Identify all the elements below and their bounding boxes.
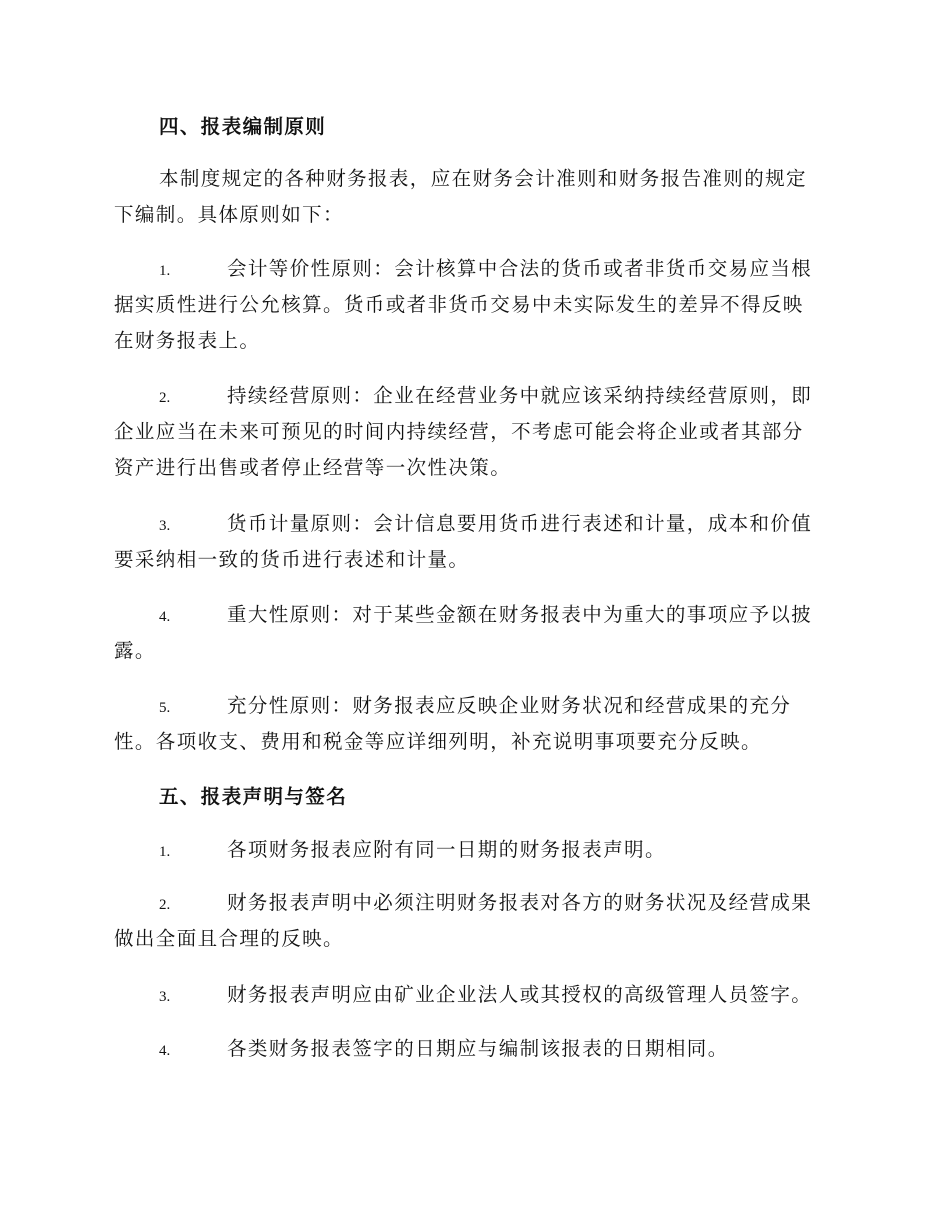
item-line: 性。各项收支、费用和税金等应详细列明，补充说明事项要充分反映。 [114, 730, 762, 753]
item-line: 要采纳相一致的货币进行表述和计量。 [114, 548, 470, 571]
item-line: 财务报表声明应由矿业企业法人或其授权的高级管理人员签字。 [227, 983, 813, 1006]
principle-item-4 [114, 597, 834, 669]
section-4-heading: 四、报表编制原则 [159, 115, 327, 138]
item-line: 重大性原则：对于某些金额在财务报表中为重大的事项应予以披 [227, 603, 813, 626]
statement-item-1 [114, 832, 834, 868]
item-number: 2. [159, 897, 171, 913]
item-line: 在财务报表上。 [114, 329, 261, 352]
principle-item-5 [114, 688, 834, 760]
statement-item-2 [114, 885, 834, 957]
item-line: 财务报表声明中必须注明财务报表对各方的财务状况及经营成果 [227, 891, 813, 914]
statement-item-3 [114, 977, 834, 1013]
item-line: 做出全面且合理的反映。 [114, 927, 344, 950]
item-line: 持续经营原则：企业在经营业务中就应该采纳持续经营原则，即 [227, 384, 813, 407]
section-5-heading: 五、报表声明与签名 [159, 785, 348, 808]
item-line: 充分性原则：财务报表应反映企业财务状况和经营成果的充分 [227, 694, 792, 717]
item-line: 各类财务报表签字的日期应与编制该报表的日期相同。 [227, 1037, 729, 1060]
intro-line: 本制度规定的各种财务报表，应在财务会计准则和财务报告准则的规定 [159, 167, 807, 190]
statement-item-4 [114, 1031, 834, 1067]
item-number: 2. [159, 390, 171, 406]
item-line: 企业应当在未来可预见的时间内持续经营，不考虑可能会将企业或者其部分 [114, 420, 804, 443]
item-number: 3. [159, 518, 171, 534]
item-number: 4. [159, 609, 171, 625]
principle-item-1 [114, 251, 834, 359]
principle-item-2 [114, 378, 834, 486]
item-number: 3. [159, 989, 171, 1005]
item-number: 5. [159, 700, 171, 716]
intro-line: 下编制。具体原则如下： [114, 203, 344, 226]
section-4-intro [114, 161, 834, 233]
item-line: 会计等价性原则：会计核算中合法的货币或者非货币交易应当根 [227, 257, 813, 280]
item-number: 1. [159, 263, 171, 279]
item-number: 1. [159, 844, 171, 860]
item-line: 露。 [114, 639, 156, 662]
item-line: 货币计量原则：会计信息要用货币进行表述和计量，成本和价值 [227, 512, 813, 535]
item-number: 4. [159, 1043, 171, 1059]
item-line: 各项财务报表应附有同一日期的财务报表声明。 [227, 838, 666, 861]
item-line: 据实质性进行公允核算。货币或者非货币交易中未实际发生的差异不得反映 [114, 293, 804, 316]
principle-item-3 [114, 506, 834, 578]
item-line: 资产进行出售或者停止经营等一次性决策。 [114, 456, 512, 479]
